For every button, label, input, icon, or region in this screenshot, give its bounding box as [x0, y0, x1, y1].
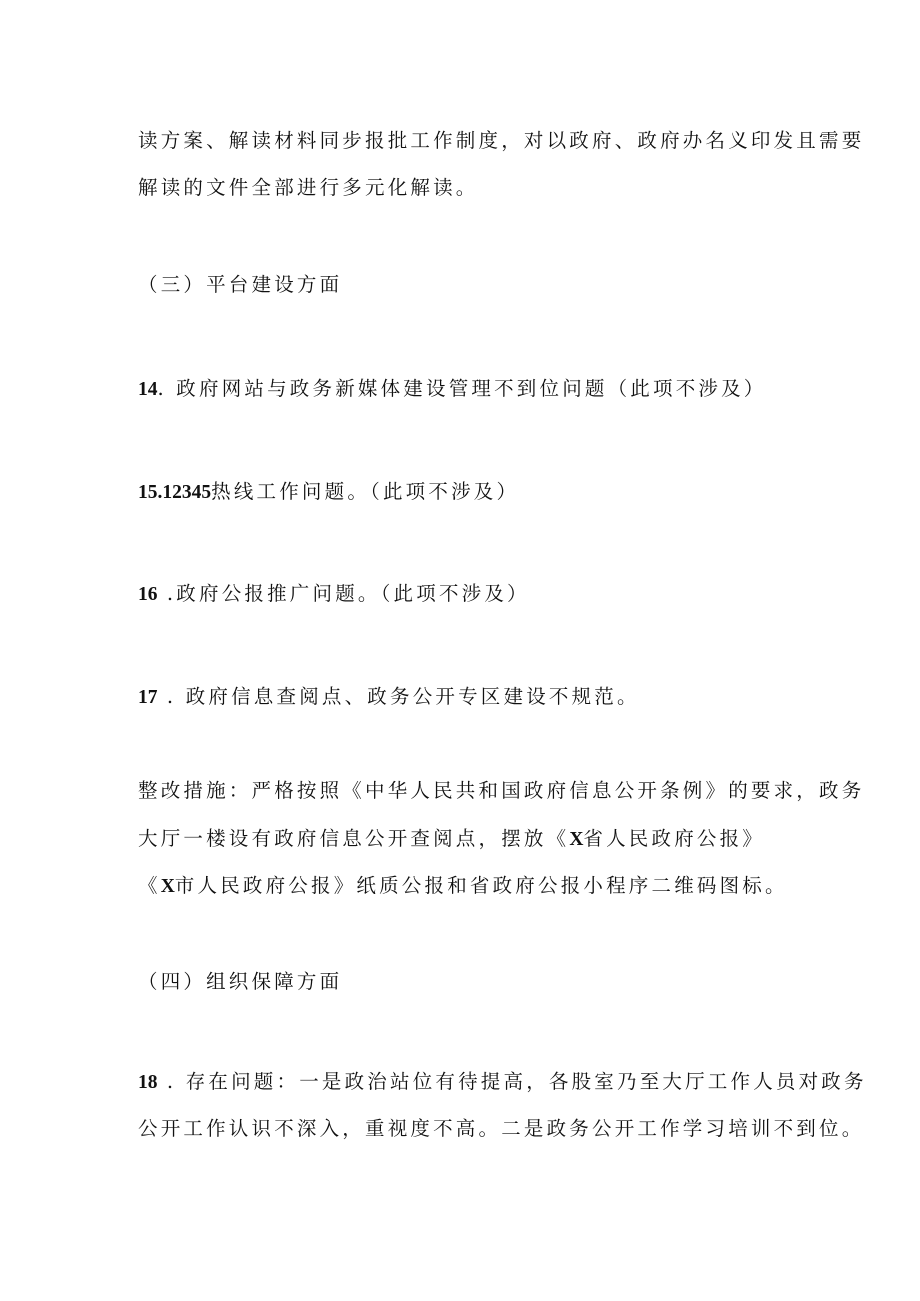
section-heading: （三）平台建设方面 — [138, 273, 343, 296]
item-text: .政府公报推广问题。（此项不涉及） — [157, 582, 530, 605]
item-text: . 存在问题：一是政治站位有待提高，各股室乃至大厅工作人员对政务 — [157, 1070, 867, 1093]
list-item-16 — [138, 581, 530, 608]
paragraph-line: 解读的文件全部进行多元化解读。 — [138, 176, 479, 199]
section-heading: （四）组织保障方面 — [138, 970, 343, 993]
item-text: 热线工作问题。（此项不涉及） — [211, 480, 520, 503]
paragraph-line: 公开工作认识不深入，重视度不高。二是政务公开工作学习培训不到位。 — [138, 1117, 865, 1140]
item-number: 17 — [138, 687, 158, 708]
item-number: 18 — [138, 1072, 158, 1093]
list-item-17 — [138, 684, 640, 711]
item-text: . 政府网站与政务新媒体建设管理不到位问题（此项不涉及） — [157, 377, 767, 400]
list-item-14 — [138, 376, 767, 403]
measures-line — [138, 873, 788, 900]
text-span: 市人民政府公报》纸质公报和省政府公报小程序二维码图标。 — [174, 874, 788, 897]
item-number: 16 — [138, 584, 158, 605]
list-item-15 — [138, 479, 519, 506]
text-span: 《 — [138, 874, 161, 897]
measures-line: 整改措施：严格按照《中华人民共和国政府信息公开条例》的要求，政务 — [138, 779, 865, 802]
item-text: . 政府信息查阅点、政务公开专区建设不规范。 — [157, 685, 640, 708]
measures-line — [138, 826, 765, 853]
item-number: 14 — [138, 379, 158, 400]
item-number: 15.12345 — [138, 482, 212, 503]
text-span: 省人民政府公报》 — [583, 827, 766, 850]
text-span: X — [569, 829, 584, 850]
text-span: 大厅一楼设有政府信息公开查阅点，摆放《 — [138, 827, 570, 850]
list-item-18 — [138, 1069, 867, 1096]
paragraph-line: 读方案、解读材料同步报批工作制度，对以政府、政府办名义印发且需要 — [138, 129, 865, 152]
text-span: X — [160, 876, 175, 897]
